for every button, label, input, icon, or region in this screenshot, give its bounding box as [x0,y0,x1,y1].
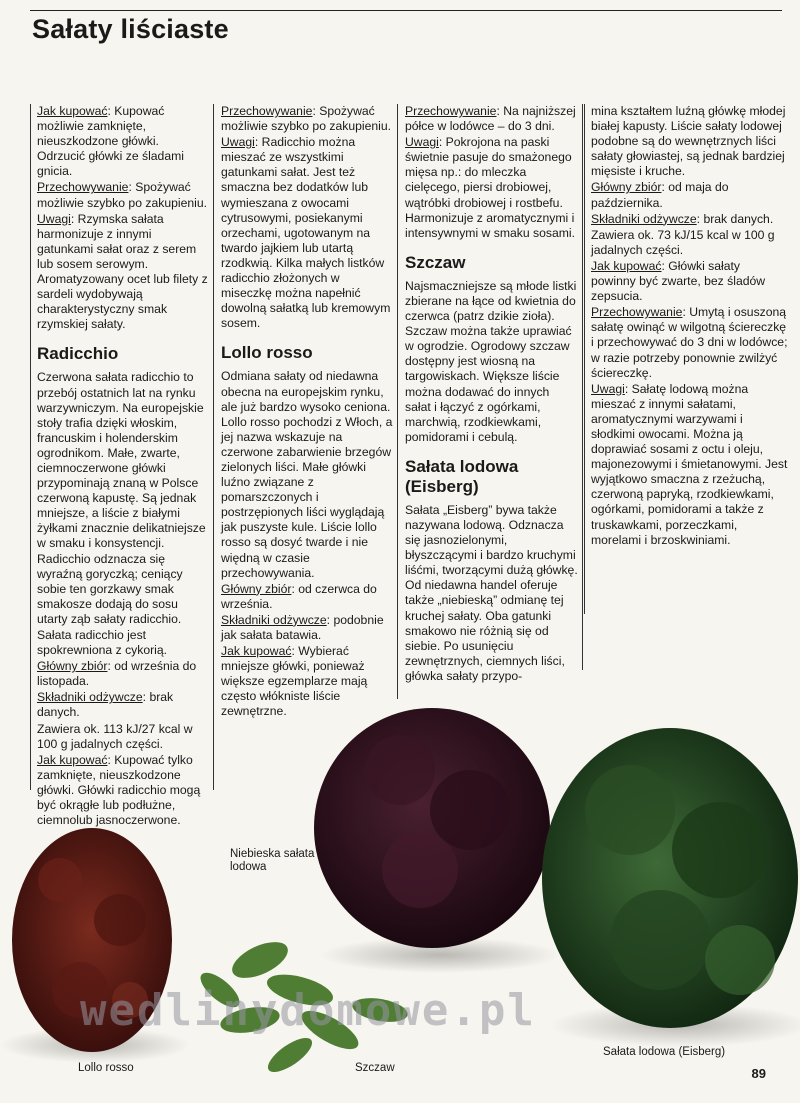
paragraph: Odmiana sałaty od niedawna obecna na europejskim rynku, ale już bardzo wysoko ceniona. Lollo rosso pochodzi z Włoch, a jej nazwa wskazuje na czerwone zabarwienie brzegów zielonych liści. Małe główki luźno związane z pomarszczonych i postrzępionych liści wyglądają jak puszyste kule. Liście lollo rosso są dosyć twarde i nie więdną w czasie przechowywania. [221,369,393,580]
paragraph: Zawiera ok. 73 kJ/15 kcal w 100 g jadalnych części. [591,227,775,257]
top-rule [30,10,782,11]
paragraph: Przechowywanie: Spożywać możliwie szybko po zakupieniu. [221,104,392,134]
paragraph: Przechowywanie: Na najniższej półce w lodówce – do 3 dni. [405,104,576,134]
caption-lollo-rosso: Lollo rosso [78,1062,134,1074]
paragraph: Jak kupować: Główki sałaty powinny być zwarte, bez śladów zepsucia. [591,258,766,304]
section-heading-radicchio: Radicchio [37,344,119,364]
paragraph: Czerwona sałata radicchio to przebój ostatnich lat na rynku warzywniczym. Na europejskie stoły trafia dzięki włoskim, francuskim i holenderskim ogrodnikom. Małe, zwarte, ciemnoczerwone główki przypominają znaną w Polsce czerwoną kapustę. Są jednak mniejsze, a liście z białymi żyłkami znacznie delikatniejsze w smaku i konsystencji. Radicchio odznacza się wyraźną goryczką; ceniący sobie ten gorzkawy smak smakosze dodają do sosu utarty ząb sałaty radicchio. [37,370,206,626]
column-3 [399,104,583,683]
paragraph: Jak kupować: Kupować tylko zamknięte, nieuszkodzone główki. Główki radicchio mogą być okrągłe lub podłużne, ciemnolub jasnoczerwone. [37,752,201,828]
paragraph: Składniki odżywcze: brak danych. [591,211,774,226]
paragraph: Główny zbiór: od maja do października. [591,180,729,210]
section-heading-lollo-rosso: Lollo rosso [221,343,313,363]
paragraph: Składniki odżywcze: podobnie jak sałata batawia. [221,612,384,642]
paragraph: Sałata „Eisberg” bywa także nazywana lodową. Odznacza się jasnozielonymi, błyszczącymi i bardzo kruchymi liśćmi, tworzącymi dużą główkę. Od niedawna handel oferuje także „niebieską” odmianę tej kruchej sałaty. Oba gatunki smakowo nie różnią się od siebie. Po usunięciu zewnętrznych, ciemnych liści, główka sałaty przypo- [405,502,578,683]
paragraph: Główny zbiór: od czerwca do września. [221,581,377,611]
column-2 [215,104,398,719]
paragraph: Zawiera ok. 113 kJ/27 kcal w 100 g jadalnych części. [37,721,193,751]
section-heading-szczaw: Szczaw [405,252,466,272]
text-columns [30,104,792,828]
column-1 [30,104,214,828]
paragraph: mina kształtem luźną główkę młodej białej kapusty. Liście sałaty lodowej podobne są do wewnętrznych liści sałaty głowiastej, są jednak bardziej mięsiste i kruche. [591,104,786,179]
paragraph: Uwagi: Pokrojona na paski świetnie pasuje do smażonego mięsa np.: do mleczka cielęcego, piersi drobiowej, wątróbki drobiowej i rostbefu. Harmonizuje z aromatycznymi i intensywnymi w smaku sosami. [405,135,575,240]
paragraph: Przechowywanie: Spożywać możliwie szybko po zakupieniu. [37,180,208,210]
radicchio-blue-iceberg-head [314,708,550,948]
paragraph: Najsmaczniejsze są młode listki zbierane na łące od kwietnia do czerwca (patrz dzikie zioła). Szczaw można także uprawiać w ogrodzie. Ogrodowy szczaw dostępny jest wiosną na targowiskach. Większe liście można dodawać do innych sałat i łączyć z ogórkami, marchwią, rzodkiewkami, pomidorami i cebulą. [405,278,577,444]
paragraph: Uwagi: Rzymska sałata harmonizuje z innymi gatunkami sałat oraz z serem lub sosem serowym. Aromatyzowany ocet lub filety z sardeli wydobywają charakterystyczny smak rzymskiej sałaty. [37,211,208,332]
page-title: Sałaty liściaste [32,14,229,44]
column-4 [584,104,792,614]
paragraph: Uwagi: Radicchio można mieszać ze wszystkimi gatunkami sałat. Jest też smaczna bez dodatków lub wymieszana z owocami cytrusowymi, posiekanymi orzechami, ugotowanym na twardo jajkiem lub utartą rzodkwią. Kilka małych listków radicchio złożonych w miseczkę można napełnić dowolną sałatką lub kremowym sosem. [221,135,391,331]
paragraph: Uwagi: Sałatę lodową można mieszać z innymi sałatami, aromatycznymi warzywami i słodkimi owocami. Można ją doprawiać sosami z octu i oleju, majonezowymi i śmietanowymi. Jest wyjątkowo smaczna z rzeżuchą, czerwoną papryką, rzodkiewkami, ogórkami, pomidorami a także z truskawkami, porzeczkami, morelami i brzoskwiniami. [591,381,788,547]
paragraph: Jak kupować: Wybierać mniejsze główki, ponieważ większe egzemplarze mają często włókniste liście zewnętrzne. [221,644,368,719]
caption-szczaw: Szczaw [355,1062,395,1074]
paragraph: Składniki odżywcze: brak danych. [37,690,174,720]
iceberg-lettuce-head [542,728,798,1028]
paragraph: Główny zbiór: od września do listopada. [37,659,197,689]
paragraph: Przechowywanie: Umytą i osuszoną sałatę owinąć w wilgotną ściereczkę i przechowywać do 3 dni w lodówce; w razie potrzeby ponownie zwilżyć ściereczkę. [591,305,788,380]
caption-eisberg: Sałata lodowa (Eisberg) [603,1046,726,1058]
page-number: 89 [751,1066,766,1081]
watermark: wedlinydomowe.pl [80,985,536,1036]
caption-niebieska: Niebieska sałata lodowa [230,848,315,873]
section-heading-salata-lodowa: Sałata lodowa (Eisberg) [405,456,519,496]
paragraph: Sałata radicchio jest spokrewniona z cykorią. [37,628,168,658]
paragraph: Jak kupować: Kupować możliwie zamknięte, nieuszkodzone główki. Odrzucić główki ze śladami gnicia. [37,104,184,179]
lettuce-photo [0,700,800,1103]
